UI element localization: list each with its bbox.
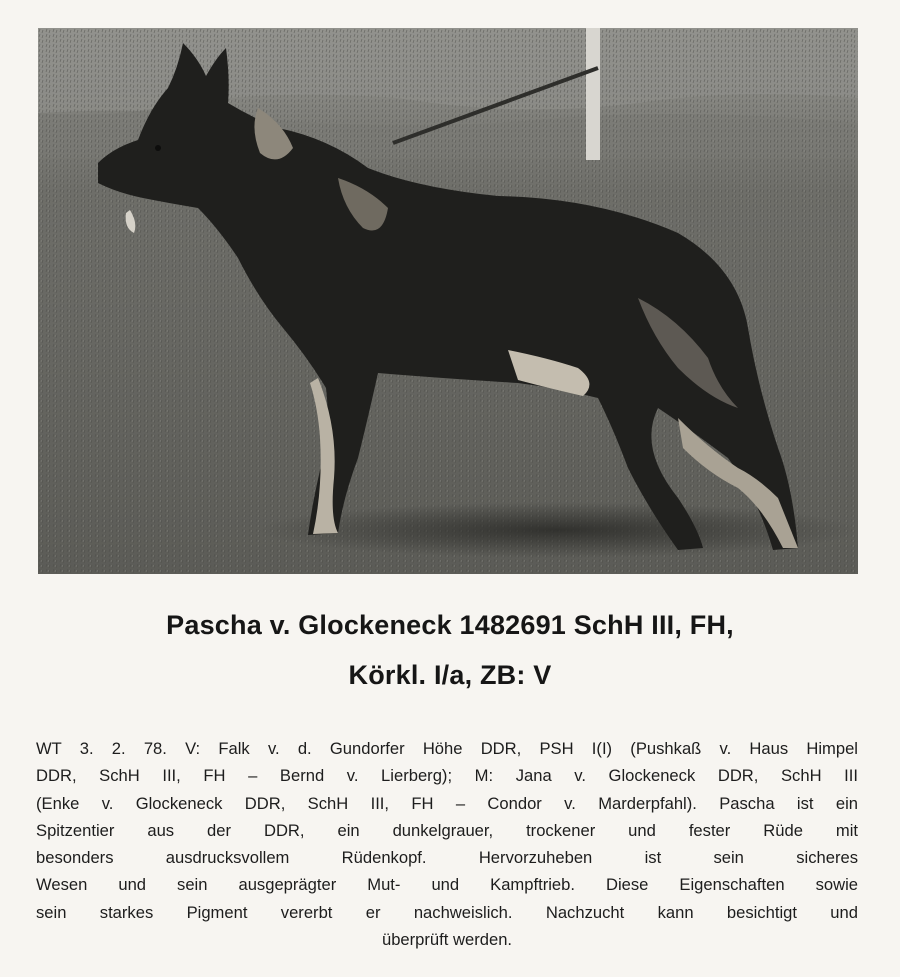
dog-description	[36, 735, 858, 953]
description-line-2: DDR, SchH III, FH – Bernd v. Lierberg); M: Jana v. Glockeneck DDR, SchH III	[36, 766, 858, 786]
dog-title-line-2: Körkl. I/a, ZB: V	[348, 660, 552, 690]
description-line-3: (Enke v. Glockeneck DDR, SchH III, FH – Condor v. Marderpfahl). Pascha ist ein	[36, 793, 858, 813]
description-line-6: Wesen und sein ausgeprägter Mut- und Kampftrieb. Diese Eigenschaften sowie	[36, 875, 858, 895]
description-line-1: WT 3. 2. 78. V: Falk v. d. Gundorfer Höhe DDR, PSH I(I) (Pushkaß v. Haus Himpel	[36, 739, 858, 758]
description-line-7: sein starkes Pigment vererbt er nachweislich. Nachzucht kann besichtigt und	[36, 902, 858, 922]
dog-photo-illustration	[38, 28, 858, 574]
description-line-5: besonders ausdrucksvollem Rüdenkopf. Hervorzuheben ist sein sicheres	[36, 848, 858, 868]
dog-title-line-1: Pascha v. Glockeneck 1482691 SchH III, FH,	[166, 610, 734, 640]
description-line-4: Spitzentier aus der DDR, ein dunkelgrauer, trockener und fester Rüde mit	[36, 820, 858, 840]
description-line-8: überprüft werden.	[381, 930, 513, 950]
dog-photo	[38, 28, 858, 574]
